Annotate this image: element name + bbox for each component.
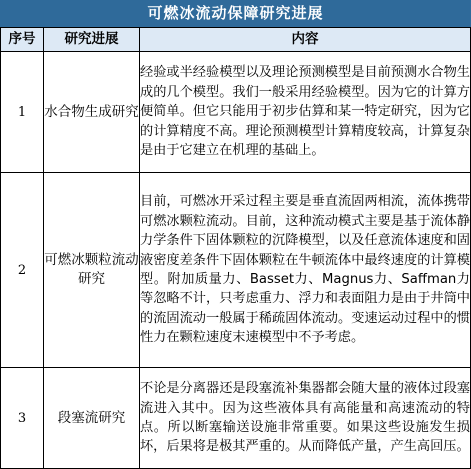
header-num: 序号 [1, 28, 44, 52]
header-content: 内容 [140, 28, 471, 52]
table-title: 可燃冰流动保障研究进展 [0, 0, 471, 27]
row-num: 1 [1, 52, 44, 173]
row-content: 经验或半经验模型以及理论预测模型是目前预测水合物生成的几个模型。我们一般采用经验模型。因为它的计算方便简单。但它只能用于初步估算和某一特定研究，因为它的计算精度不高。理论预测模型计算精度较高，计算复杂是由于它建立在机理的基础上。 [140, 52, 471, 173]
row-topic: 可燃冰颗粒流动研究 [44, 173, 140, 368]
row-content: 不论是分离器还是段塞流补集器都会随大量的液体过段塞流进入其中。因为这些液体具有高能量和高速流动的特点。所以断塞输送设施非常重要。如果这些设施发生损坏，后果将是极其严重的。从而降低产量，产生高回压。 [140, 368, 471, 469]
table-row [1, 52, 471, 173]
header-row [1, 28, 471, 52]
row-topic: 水合物生成研究 [44, 52, 140, 173]
header-topic: 研究进展 [44, 28, 140, 52]
table-row [1, 368, 471, 469]
research-progress-table [0, 27, 471, 469]
row-topic: 段塞流研究 [44, 368, 140, 469]
row-content: 目前，可燃冰开采过程主要是垂直流固两相流，流体携带可燃冰颗粒流动。目前，这种流动模式主要是基于流体静力学条件下固体颗粒的沉降模型，以及任意流体速度和固液密度差条件下固体颗粒在牛顿流体中最终速度的计算模型。附加质量力、Basset力、Magnus力、Saffman力等忽略不计，只考虑重力、浮力和表面阻力是由于井筒中的流固流动一般属于稀疏固体流动。变速运动过程中的惯性力在颗粒速度末速模型中不予考虑。 [140, 173, 471, 368]
row-num: 3 [1, 368, 44, 469]
row-num: 2 [1, 173, 44, 368]
table-row [1, 173, 471, 368]
